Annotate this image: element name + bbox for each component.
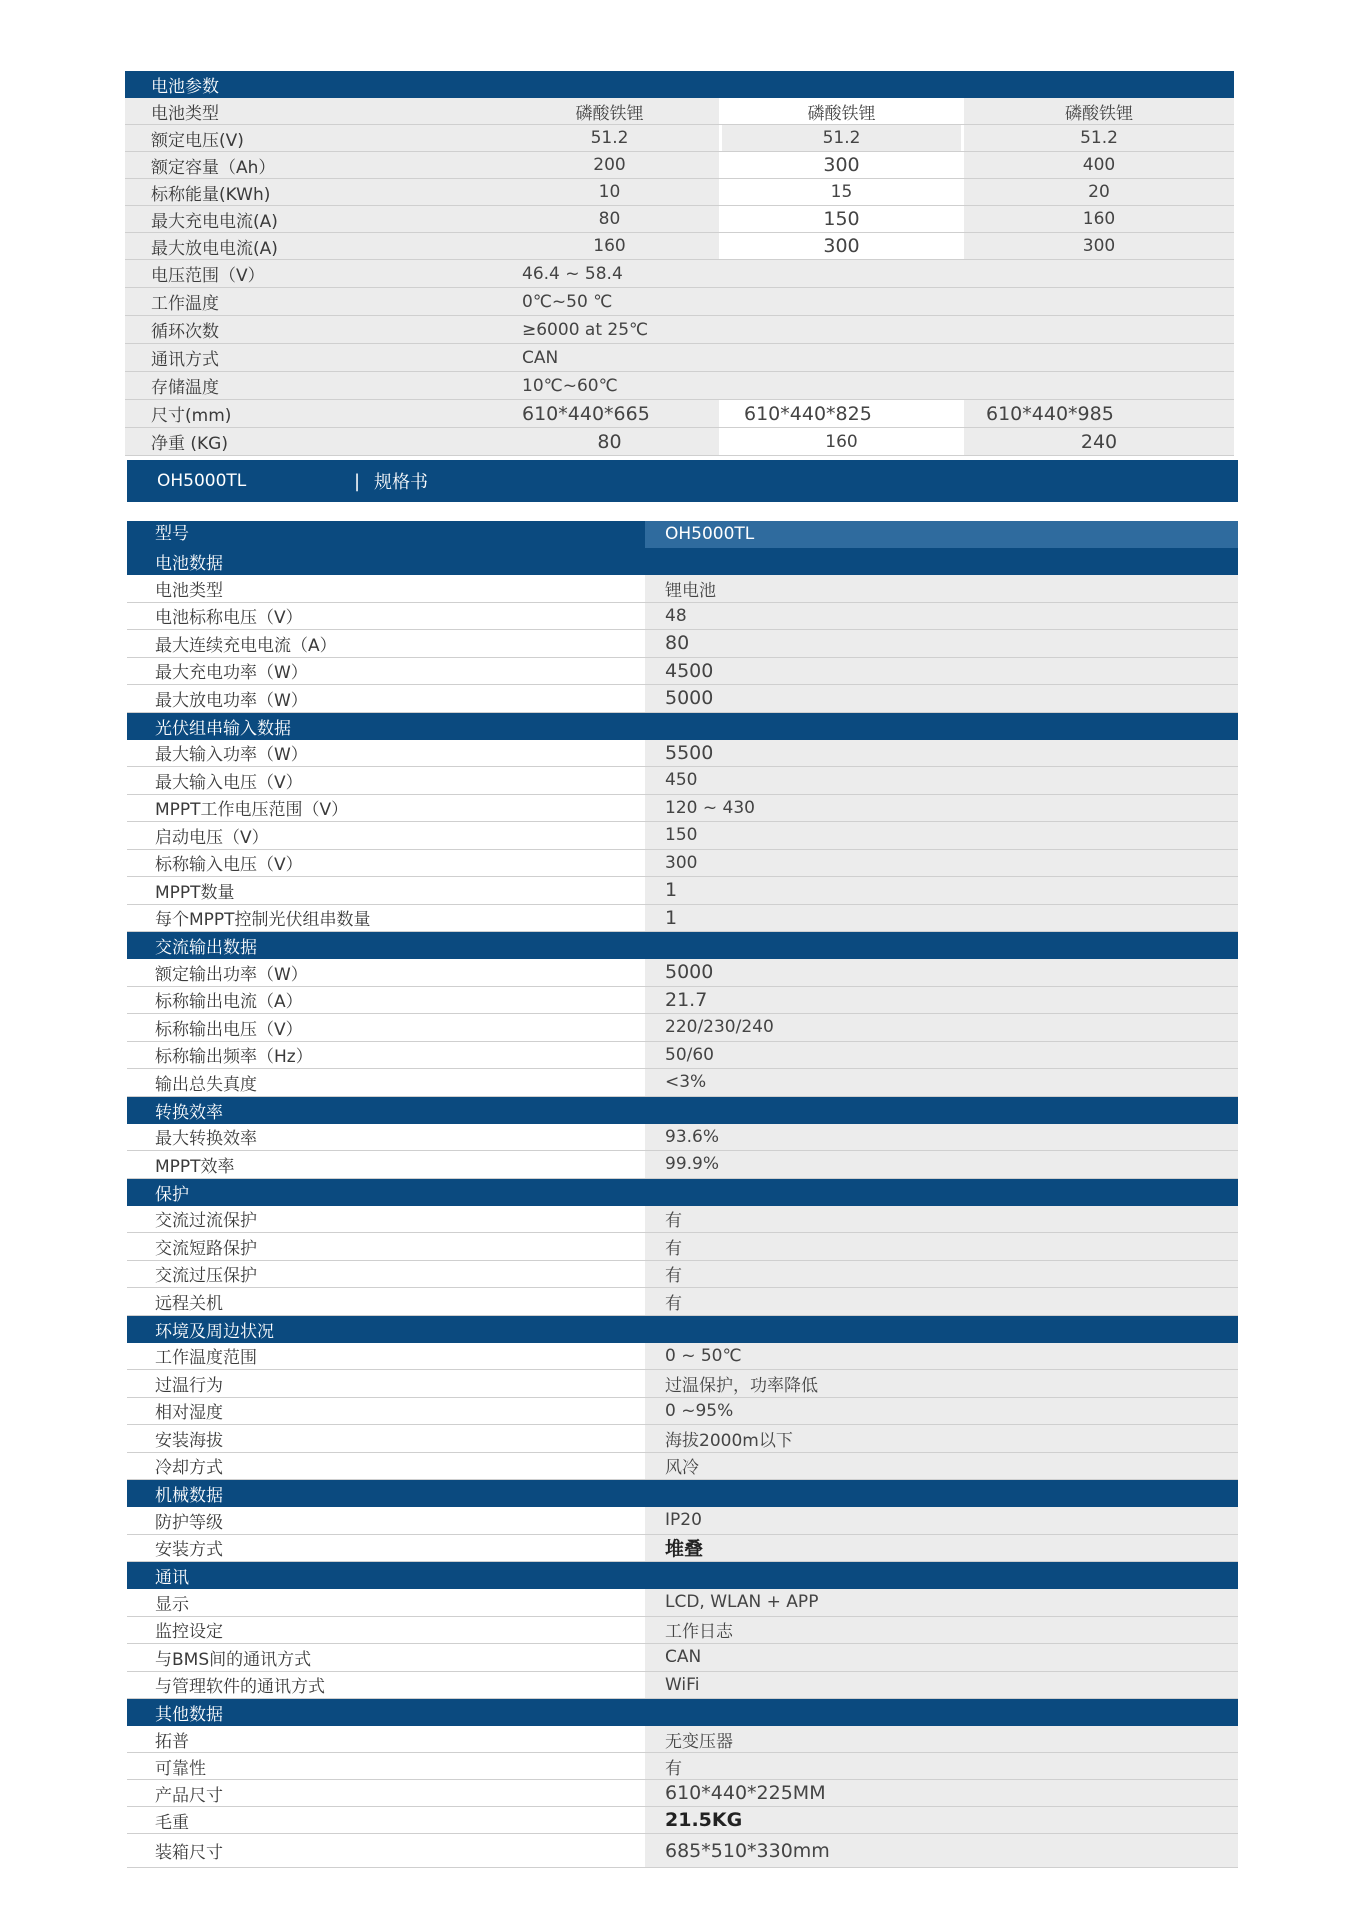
battery-row-value: ≥6000 at 25℃ [500, 316, 1234, 343]
battery-row [125, 98, 1234, 125]
spec-row-value: <3% [645, 1069, 1238, 1096]
spec-row [127, 630, 1238, 658]
spec-row-label: 输出总失真度 [155, 1074, 257, 1095]
spec-row-value: 有 [645, 1206, 1238, 1233]
battery-row-value: 磷酸铁锂 [500, 98, 719, 124]
battery-row-value: 磷酸铁锂 [807, 103, 876, 124]
spec-row [127, 1425, 1238, 1453]
spec-row-value: 1 [645, 905, 1238, 932]
spec-row [127, 1535, 1238, 1563]
spec-group-header [127, 548, 1238, 575]
spec-model-label: 型号 [127, 521, 645, 548]
spec-row [127, 1206, 1238, 1234]
spec-row-label: 标称输出电压（V） [155, 1019, 303, 1040]
battery-row-value: 10℃~60℃ [500, 372, 1234, 399]
spec-group-header [127, 1316, 1238, 1343]
battery-row-value: 160 [825, 431, 858, 452]
battery-row-label: 电池类型 [125, 98, 500, 124]
spec-row [127, 575, 1238, 603]
battery-row [125, 206, 1234, 233]
spec-group-header [127, 1097, 1238, 1124]
spec-row-label: MPPT数量 [155, 882, 235, 903]
battery-row [125, 260, 1234, 288]
spec-row-value: 610*440*225MM [645, 1780, 1238, 1806]
spec-row [127, 1780, 1238, 1807]
spec-row-label: 标称输出电流（A） [155, 992, 303, 1013]
spec-row-label: 标称输出频率（Hz） [155, 1047, 313, 1068]
spec-row-label: 监控设定 [155, 1622, 223, 1643]
spec-row-value: 风冷 [645, 1453, 1238, 1480]
spec-row [127, 822, 1238, 850]
battery-row-label: 额定容量（Ah） [125, 152, 500, 178]
spec-row-label: 相对湿度 [155, 1403, 223, 1424]
battery-row-label: 最大放电电流(A) [125, 233, 500, 259]
spec-row-value: 99.9% [645, 1151, 1238, 1178]
spec-row [127, 767, 1238, 795]
spec-row [127, 740, 1238, 768]
spec-row-value: 过温保护，功率降低 [645, 1370, 1238, 1397]
battery-row-label: 通讯方式 [125, 344, 500, 371]
spec-row-value: 80 [645, 630, 1238, 657]
spec-row-label: 最大放电功率（W） [155, 690, 308, 711]
spec-row-value: 5500 [645, 740, 1238, 767]
spec-banner [127, 460, 1238, 502]
battery-row-value: 610*440*825 [744, 402, 872, 425]
spec-row-value: 4500 [645, 658, 1238, 685]
spec-row-label: 最大转换效率 [155, 1129, 257, 1150]
spec-row-value: 0 ~95% [645, 1398, 1238, 1425]
banner-title: 规格书 [374, 472, 428, 493]
spec-row [127, 1343, 1238, 1371]
spec-row-label: 最大连续充电电流（A） [155, 635, 337, 656]
spec-row [127, 1151, 1238, 1179]
spec-row-value: 50/60 [645, 1042, 1238, 1069]
spec-row [127, 850, 1238, 878]
spec-row-label: 与管理软件的通讯方式 [155, 1677, 325, 1698]
battery-row-value: 磷酸铁锂 [964, 98, 1234, 124]
spec-row-label: 过温行为 [155, 1375, 223, 1396]
spec-row-value: 5000 [645, 959, 1238, 986]
spec-row-value: 93.6% [645, 1124, 1238, 1151]
spec-row [127, 1014, 1238, 1042]
battery-row-label: 尺寸(mm) [125, 400, 500, 427]
battery-row [125, 400, 1234, 428]
battery-row-value: 80 [500, 206, 719, 232]
spec-row [127, 1726, 1238, 1753]
spec-row [127, 1453, 1238, 1481]
battery-row [125, 428, 1234, 456]
spec-model-header [127, 521, 1238, 548]
banner-model: OH5000TL [157, 471, 247, 491]
battery-row-label: 工作温度 [125, 288, 500, 315]
spec-group-header [127, 1179, 1238, 1206]
spec-row [127, 905, 1238, 933]
battery-row-label: 循环次数 [125, 316, 500, 343]
spec-row [127, 658, 1238, 686]
spec-group-title: 保护 [155, 1184, 189, 1205]
spec-row-value: 堆叠 [645, 1535, 1238, 1562]
battery-row [125, 288, 1234, 316]
spec-row-value: 有 [645, 1261, 1238, 1288]
battery-params-table [125, 71, 1234, 456]
spec-row-value: 300 [645, 850, 1238, 877]
battery-row-label: 额定电压(V) [125, 125, 500, 151]
battery-row-value: 150 [823, 208, 860, 230]
spec-row [127, 1753, 1238, 1780]
spec-row-label: 交流短路保护 [155, 1238, 257, 1259]
spec-model-value: OH5000TL [645, 521, 1238, 548]
spec-group-title: 机械数据 [155, 1486, 223, 1506]
battery-row-value: 160 [500, 233, 719, 259]
spec-group-title: 电池数据 [155, 554, 223, 574]
spec-row-label: 每个MPPT控制光伏组串数量 [155, 910, 371, 931]
battery-row-value: 610*440*665 [500, 400, 719, 427]
spec-row [127, 1398, 1238, 1426]
battery-row-value: 300 [823, 154, 860, 176]
battery-row-value: 80 [500, 428, 719, 455]
battery-row-label: 电压范围（V） [125, 260, 500, 287]
spec-row-value: 有 [645, 1233, 1238, 1260]
spec-row-label: 标称输入电压（V） [155, 855, 303, 876]
battery-row-value: 240 [964, 428, 1234, 455]
battery-row-value: 10 [500, 179, 719, 205]
spec-row-label: 安装方式 [155, 1540, 223, 1561]
battery-row-value: 51.2 [722, 125, 961, 151]
spec-row-value: IP20 [645, 1507, 1238, 1534]
spec-group-title: 交流输出数据 [155, 938, 257, 958]
battery-row-value: 400 [964, 152, 1234, 178]
spec-group-title: 通讯 [155, 1568, 189, 1588]
battery-row-value: 300 [964, 233, 1234, 259]
spec-row [127, 877, 1238, 905]
battery-row-value: 0℃~50 ℃ [500, 288, 1234, 315]
battery-row [125, 152, 1234, 179]
spec-row-value: CAN [645, 1644, 1238, 1671]
spec-row-value: 海拔2000m以下 [645, 1425, 1238, 1452]
battery-row-value: 51.2 [500, 125, 719, 151]
battery-row-value: 160 [964, 206, 1234, 232]
spec-row [127, 1288, 1238, 1316]
spec-row [127, 685, 1238, 713]
spec-row [127, 1507, 1238, 1535]
battery-row [125, 316, 1234, 344]
spec-group-header [127, 1699, 1238, 1726]
spec-group-title: 其他数据 [155, 1705, 223, 1725]
spec-row-value: WiFi [645, 1672, 1238, 1699]
spec-row [127, 1042, 1238, 1070]
spec-row [127, 603, 1238, 631]
spec-row-label: 冷却方式 [155, 1458, 223, 1479]
battery-row-value: 15 [830, 182, 853, 202]
spec-row-label: 交流过压保护 [155, 1266, 257, 1287]
spec-row-label: 拓普 [155, 1731, 189, 1752]
spec-row-label: 工作温度范围 [155, 1348, 257, 1369]
spec-row-value: 220/230/240 [645, 1014, 1238, 1041]
battery-row-value: 20 [964, 179, 1234, 205]
spec-row-label: 产品尺寸 [155, 1785, 223, 1806]
spec-row [127, 1261, 1238, 1289]
spec-row-label: MPPT工作电压范围（V） [155, 800, 349, 821]
spec-row-value: 无变压器 [645, 1726, 1238, 1752]
spec-row [127, 1589, 1238, 1617]
spec-row-value: 21.5KG [645, 1807, 1238, 1833]
battery-row-label: 净重 (KG) [125, 428, 500, 455]
battery-row [125, 179, 1234, 206]
spec-row-label: 交流过流保护 [155, 1211, 257, 1232]
battery-row-value: 200 [500, 152, 719, 178]
spec-row-value: LCD, WLAN + APP [645, 1589, 1238, 1616]
spec-row-label: 毛重 [155, 1812, 189, 1833]
spec-row-label: 电池标称电压（V） [155, 608, 303, 629]
battery-row-value: 300 [823, 235, 860, 257]
spec-row-label: 显示 [155, 1594, 189, 1615]
spec-group-header [127, 713, 1238, 740]
battery-row [125, 344, 1234, 372]
battery-params-rows [125, 98, 1234, 456]
battery-row-label: 最大充电电流(A) [125, 206, 500, 232]
battery-params-header [125, 71, 1234, 98]
battery-row-value: 610*440*985 [964, 400, 1234, 427]
battery-row-label: 标称能量(KWh) [125, 179, 500, 205]
spec-row-label: MPPT效率 [155, 1156, 235, 1177]
spec-row-label: 额定输出功率（W） [155, 964, 308, 985]
spec-row-label: 远程关机 [155, 1293, 223, 1314]
spec-groups [127, 548, 1238, 1868]
battery-params-title: 电池参数 [151, 77, 219, 97]
spec-row-value: 有 [645, 1753, 1238, 1779]
spec-row-label: 电池类型 [155, 580, 223, 601]
spec-group-header [127, 1562, 1238, 1589]
battery-row-value: CAN [500, 344, 1234, 371]
spec-row-value: 工作日志 [645, 1617, 1238, 1644]
spec-row-value: 48 [645, 603, 1238, 630]
spec-row [127, 1124, 1238, 1152]
spec-row [127, 1233, 1238, 1261]
spec-row-value: 150 [645, 822, 1238, 849]
spec-table [127, 521, 1238, 1868]
spec-row-value: 1 [645, 877, 1238, 904]
spec-row-label: 安装海拔 [155, 1430, 223, 1451]
spec-row-label: 可靠性 [155, 1758, 206, 1779]
spec-row [127, 959, 1238, 987]
spec-row [127, 987, 1238, 1015]
spec-row [127, 1617, 1238, 1645]
spec-row-label: 防护等级 [155, 1512, 223, 1533]
spec-row-value: 120 ~ 430 [645, 795, 1238, 822]
spec-group-header [127, 1480, 1238, 1507]
spec-row-label: 与BMS间的通讯方式 [155, 1649, 312, 1670]
spec-row [127, 795, 1238, 823]
spec-row [127, 1834, 1238, 1868]
spec-row-value: 有 [645, 1288, 1238, 1315]
spec-row-value: 21.7 [645, 987, 1238, 1014]
spec-row-label: 启动电压（V） [155, 827, 269, 848]
battery-row-value: 46.4 ~ 58.4 [500, 260, 1234, 287]
spec-row-label: 最大输入电压（V） [155, 772, 303, 793]
spec-row [127, 1672, 1238, 1700]
spec-row-value: 450 [645, 767, 1238, 794]
battery-row [125, 125, 1234, 152]
spec-row-value: 685*510*330mm [645, 1834, 1238, 1867]
battery-row-label: 存储温度 [125, 372, 500, 399]
battery-row [125, 233, 1234, 260]
spec-row-value: 0 ~ 50℃ [645, 1343, 1238, 1370]
spec-row [127, 1370, 1238, 1398]
spec-row-label: 装箱尺寸 [155, 1843, 223, 1863]
spec-group-title: 光伏组串输入数据 [155, 718, 291, 739]
spec-row [127, 1069, 1238, 1097]
spec-row-label: 最大输入功率（W） [155, 745, 308, 766]
spec-group-title: 环境及周边状况 [155, 1321, 274, 1342]
spec-row-value: 锂电池 [645, 575, 1238, 602]
battery-row-value: 51.2 [964, 125, 1234, 151]
spec-row [127, 1644, 1238, 1672]
spec-row-value: 5000 [645, 685, 1238, 712]
spec-group-header [127, 932, 1238, 959]
spec-row-label: 最大充电功率（W） [155, 663, 308, 684]
spec-group-title: 转换效率 [155, 1102, 223, 1123]
banner-divider: | [354, 470, 361, 492]
spec-row [127, 1807, 1238, 1834]
battery-row [125, 372, 1234, 400]
